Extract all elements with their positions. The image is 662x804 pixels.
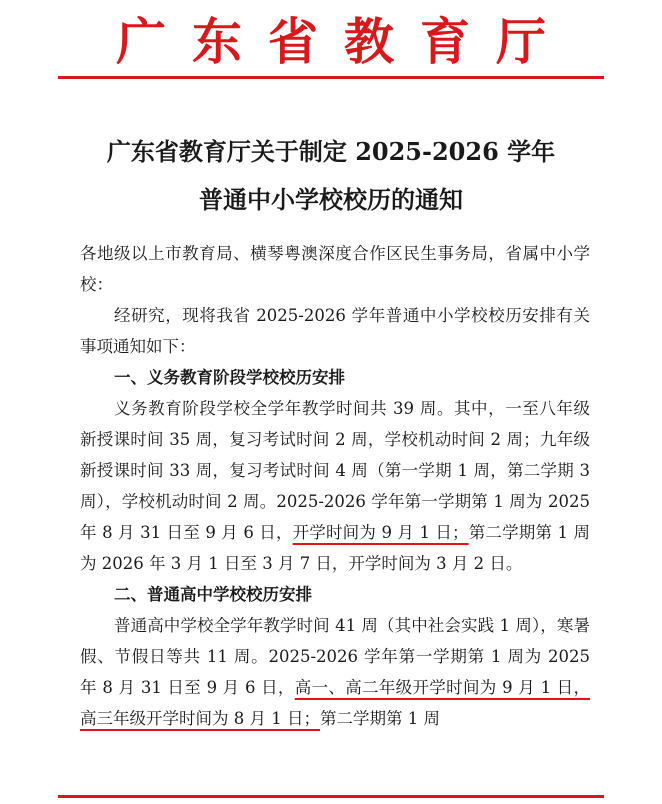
section1-text-a: 义务教育阶段学校全学年教学时间共 39 周。其中，一至八年级新授课时间 35 周，复习考试时间 2 周，学校机动时间 2 周；九年级新授课时间 33 周，复习考试时间 4 周（第一学期 1 周，第二学期 3 周），学校机动时间 2 周。2025-2026 学年第一学期第 1 周为 2025 年 8 月 31 日至 9 月 6 日， — [80, 399, 590, 542]
letterhead-char: 育 — [420, 12, 470, 71]
section2-text-b: 第二学期第 1 周 — [319, 709, 440, 728]
letterhead — [0, 8, 662, 71]
document-title-line1: 广东省教育厅关于制定 2025-2026 学年 — [106, 137, 556, 166]
letterhead-divider — [58, 76, 604, 79]
document-body — [80, 238, 590, 734]
section2-heading: 二、普通高中学校校历安排 — [114, 585, 312, 604]
letterhead-char: 教 — [344, 12, 394, 71]
section2-highlight: 高一、高二年级开学时间为 9 月 1 日，高三年级开学时间为 8 月 1 日； — [80, 678, 590, 728]
letterhead-char: 东 — [192, 12, 242, 71]
letterhead-char: 广 — [116, 12, 166, 71]
section1-paragraph — [80, 393, 590, 579]
section2-text-a: 普通高中学校全学年教学时间 41 周（其中社会实践 1 周），寒暑假、节假日等共 11 周。2025-2026 学年第一学期第 1 周为 2025 年 8 月 31 日至 9 月 6 日， — [80, 616, 590, 697]
footer-divider — [58, 795, 604, 798]
intro-paragraph: 经研究，现将我省 2025-2026 学年普通中小学校校历安排有关事项通知如下： — [80, 306, 590, 356]
salutation: 各地级以上市教育局、横琴粤澳深度合作区民生事务局，省属中小学校： — [80, 244, 590, 294]
document-title-line2: 普通中小学校校历的通知 — [199, 185, 463, 214]
letterhead-char: 省 — [268, 12, 318, 71]
section1-highlight: 开学时间为 9 月 1 日； — [292, 523, 469, 542]
section2-paragraph — [80, 610, 590, 734]
section1-heading: 一、义务教育阶段学校校历安排 — [114, 368, 345, 387]
letterhead-char: 厅 — [496, 12, 546, 71]
section1-text-b: 第二学期第 1 周为 2026 年 3 月 1 日至 3 月 7 日，开学时间为 3 月 2 日。 — [80, 523, 590, 573]
